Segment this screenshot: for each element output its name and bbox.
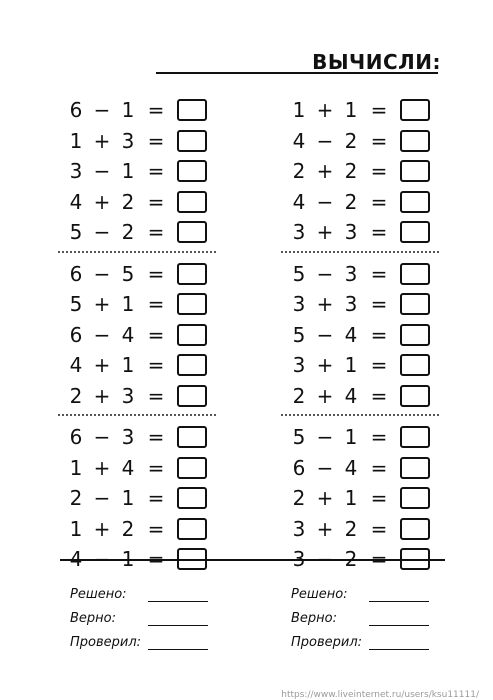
operator: + (93, 516, 111, 541)
second-operand: 1 (121, 159, 135, 184)
correct-row (70, 602, 208, 626)
equals-sign: = (147, 220, 165, 245)
second-operand: 2 (121, 516, 135, 541)
equals-sign: = (370, 292, 388, 317)
answer-box[interactable] (400, 385, 430, 407)
exercise-row (66, 156, 256, 187)
operator: − (93, 261, 111, 286)
first-operand: 2 (69, 383, 83, 408)
answer-box[interactable] (177, 426, 207, 448)
exercise-row (66, 259, 256, 290)
answer-box[interactable] (177, 385, 207, 407)
exercise-row (289, 320, 479, 351)
second-operand: 4 (121, 322, 135, 347)
answer-box[interactable] (177, 354, 207, 376)
exercise-group (289, 259, 479, 412)
first-operand: 6 (69, 425, 83, 450)
second-operand: 1 (121, 98, 135, 123)
first-operand: 4 (292, 189, 306, 214)
second-operand: 2 (344, 128, 358, 153)
first-operand: 2 (69, 486, 83, 511)
left-column (66, 95, 256, 575)
exercise-row (289, 217, 479, 248)
second-operand: 2 (344, 159, 358, 184)
operator: − (316, 189, 334, 214)
equals-sign: = (147, 292, 165, 317)
equals-sign: = (147, 353, 165, 378)
second-operand: 1 (121, 486, 135, 511)
source-credit: https://www.liveinternet.ru/users/ksu11111/ (281, 690, 479, 700)
first-operand: 5 (292, 261, 306, 286)
exercise-row (289, 289, 479, 320)
equals-sign: = (147, 547, 165, 572)
answer-box[interactable] (400, 130, 430, 152)
operator: + (316, 292, 334, 317)
second-operand: 3 (344, 292, 358, 317)
equals-sign: = (147, 455, 165, 480)
answer-box[interactable] (177, 99, 207, 121)
checked-row (291, 626, 429, 650)
answer-box[interactable] (400, 99, 430, 121)
first-operand: 1 (69, 516, 83, 541)
exercise-row (66, 381, 256, 412)
exercise-row (66, 289, 256, 320)
first-operand: 6 (69, 261, 83, 286)
equals-sign: = (147, 189, 165, 214)
checked-row (70, 626, 208, 650)
exercise-row (289, 381, 479, 412)
second-operand: 3 (121, 425, 135, 450)
correct-label: Верно: (291, 611, 338, 626)
equals-sign: = (370, 455, 388, 480)
first-operand: 5 (292, 425, 306, 450)
operator: + (316, 98, 334, 123)
checked-blank[interactable] (369, 637, 429, 650)
exercise-row (66, 514, 256, 545)
operator: + (316, 486, 334, 511)
operator: + (316, 516, 334, 541)
answer-box[interactable] (400, 221, 430, 243)
first-operand: 3 (292, 547, 306, 572)
second-operand: 5 (121, 261, 135, 286)
answer-box[interactable] (400, 426, 430, 448)
solved-label: Решено: (291, 587, 348, 602)
answer-box[interactable] (177, 221, 207, 243)
equals-sign: = (147, 425, 165, 450)
operator: + (93, 128, 111, 153)
second-operand: 1 (344, 486, 358, 511)
first-operand: 5 (292, 322, 306, 347)
answer-box[interactable] (177, 487, 207, 509)
first-operand: 6 (69, 98, 83, 123)
first-operand: 6 (292, 455, 306, 480)
correct-label: Верно: (70, 611, 117, 626)
exercise-row (289, 514, 479, 545)
exercise-group (289, 422, 479, 575)
answer-box[interactable] (400, 487, 430, 509)
correct-blank[interactable] (369, 613, 429, 626)
first-operand: 2 (292, 159, 306, 184)
dotted-separator (281, 251, 439, 253)
answer-box[interactable] (177, 191, 207, 213)
second-operand: 2 (344, 516, 358, 541)
right-column (289, 95, 479, 575)
second-operand: 4 (344, 383, 358, 408)
operator: − (93, 220, 111, 245)
first-operand: 1 (292, 98, 306, 123)
exercise-row (289, 259, 479, 290)
second-operand: 3 (121, 383, 135, 408)
exercise-group (66, 259, 256, 412)
operator: + (93, 455, 111, 480)
exercise-row (66, 350, 256, 381)
second-operand: 2 (121, 189, 135, 214)
first-operand: 2 (292, 383, 306, 408)
first-operand: 4 (69, 353, 83, 378)
second-operand: 4 (344, 455, 358, 480)
second-operand: 1 (344, 425, 358, 450)
answer-box[interactable] (400, 457, 430, 479)
operator: − (316, 128, 334, 153)
operator: − (316, 455, 334, 480)
first-operand: 3 (292, 220, 306, 245)
equals-sign: = (370, 189, 388, 214)
answer-box[interactable] (177, 324, 207, 346)
answer-box[interactable] (400, 354, 430, 376)
equals-sign: = (370, 159, 388, 184)
operator: − (316, 322, 334, 347)
second-operand: 1 (121, 353, 135, 378)
first-operand: 4 (69, 189, 83, 214)
solved-blank[interactable] (369, 589, 429, 602)
operator: + (93, 292, 111, 317)
second-operand: 1 (121, 292, 135, 317)
first-operand: 5 (69, 292, 83, 317)
operator: + (93, 383, 111, 408)
first-operand: 3 (292, 516, 306, 541)
operator: + (316, 383, 334, 408)
checked-label: Проверил: (291, 635, 363, 650)
second-operand: 1 (344, 353, 358, 378)
exercise-row (289, 422, 479, 453)
answer-box[interactable] (177, 263, 207, 285)
equals-sign: = (147, 261, 165, 286)
exercise-row (66, 320, 256, 351)
operator: + (316, 353, 334, 378)
solved-row (291, 578, 429, 602)
first-operand: 4 (292, 128, 306, 153)
equals-sign: = (370, 98, 388, 123)
equals-sign: = (370, 220, 388, 245)
answer-box[interactable] (177, 518, 207, 540)
first-operand: 5 (69, 220, 83, 245)
operator: + (316, 159, 334, 184)
correct-row (291, 602, 429, 626)
exercise-row (66, 217, 256, 248)
equals-sign: = (370, 261, 388, 286)
equals-sign: = (370, 516, 388, 541)
equals-sign: = (147, 383, 165, 408)
footer-left (70, 578, 208, 650)
exercise-group (66, 95, 256, 248)
answer-box[interactable] (400, 293, 430, 315)
operator: − (316, 547, 334, 572)
second-operand: 1 (121, 547, 135, 572)
answer-box[interactable] (177, 160, 207, 182)
operator: + (316, 220, 334, 245)
solved-row (70, 578, 208, 602)
answer-box[interactable] (400, 160, 430, 182)
answer-box[interactable] (400, 263, 430, 285)
exercise-row (66, 187, 256, 218)
equals-sign: = (370, 353, 388, 378)
first-operand: 1 (69, 128, 83, 153)
answer-box[interactable] (400, 518, 430, 540)
worksheet-title: ВЫЧИСЛИ: (312, 50, 441, 74)
exercise-group (66, 422, 256, 575)
exercise-row (289, 126, 479, 157)
first-operand: 3 (292, 292, 306, 317)
operator: − (93, 547, 111, 572)
answer-box[interactable] (177, 130, 207, 152)
dotted-separator (58, 414, 216, 416)
exercise-row (289, 483, 479, 514)
answer-box[interactable] (400, 324, 430, 346)
first-operand: 6 (69, 322, 83, 347)
dotted-separator (281, 414, 439, 416)
answer-box[interactable] (400, 191, 430, 213)
second-operand: 2 (121, 220, 135, 245)
solved-label: Решено: (70, 587, 127, 602)
second-operand: 4 (121, 455, 135, 480)
exercise-row (66, 483, 256, 514)
equals-sign: = (370, 383, 388, 408)
operator: − (93, 486, 111, 511)
operator: − (93, 322, 111, 347)
second-operand: 4 (344, 322, 358, 347)
exercise-row (289, 350, 479, 381)
second-operand: 2 (344, 189, 358, 214)
checked-blank[interactable] (148, 637, 208, 650)
operator: + (93, 189, 111, 214)
second-operand: 3 (121, 128, 135, 153)
equals-sign: = (370, 322, 388, 347)
equals-sign: = (370, 486, 388, 511)
operator: − (316, 425, 334, 450)
equals-sign: = (147, 322, 165, 347)
dotted-separator (58, 251, 216, 253)
equals-sign: = (147, 128, 165, 153)
equals-sign: = (370, 547, 388, 572)
solved-blank[interactable] (148, 589, 208, 602)
equals-sign: = (147, 486, 165, 511)
exercise-row (66, 422, 256, 453)
exercise-row (66, 453, 256, 484)
operator: + (93, 353, 111, 378)
second-operand: 1 (344, 98, 358, 123)
first-operand: 4 (69, 547, 83, 572)
first-operand: 3 (292, 353, 306, 378)
exercise-row (289, 453, 479, 484)
operator: − (93, 425, 111, 450)
correct-blank[interactable] (148, 613, 208, 626)
exercise-row (289, 95, 479, 126)
operator: − (93, 159, 111, 184)
second-operand: 3 (344, 220, 358, 245)
exercise-row (66, 126, 256, 157)
checked-label: Проверил: (70, 635, 142, 650)
exercise-row (289, 187, 479, 218)
footer-right (291, 578, 429, 650)
exercise-row (289, 156, 479, 187)
first-operand: 2 (292, 486, 306, 511)
exercise-row (66, 95, 256, 126)
first-operand: 3 (69, 159, 83, 184)
answer-box[interactable] (177, 293, 207, 315)
operator: − (93, 98, 111, 123)
equals-sign: = (370, 425, 388, 450)
equals-sign: = (147, 98, 165, 123)
second-operand: 2 (344, 547, 358, 572)
footer-divider (60, 559, 445, 561)
exercise-group (289, 95, 479, 248)
second-operand: 3 (344, 261, 358, 286)
first-operand: 1 (69, 455, 83, 480)
answer-box[interactable] (177, 457, 207, 479)
equals-sign: = (147, 516, 165, 541)
equals-sign: = (147, 159, 165, 184)
operator: − (316, 261, 334, 286)
equals-sign: = (370, 128, 388, 153)
